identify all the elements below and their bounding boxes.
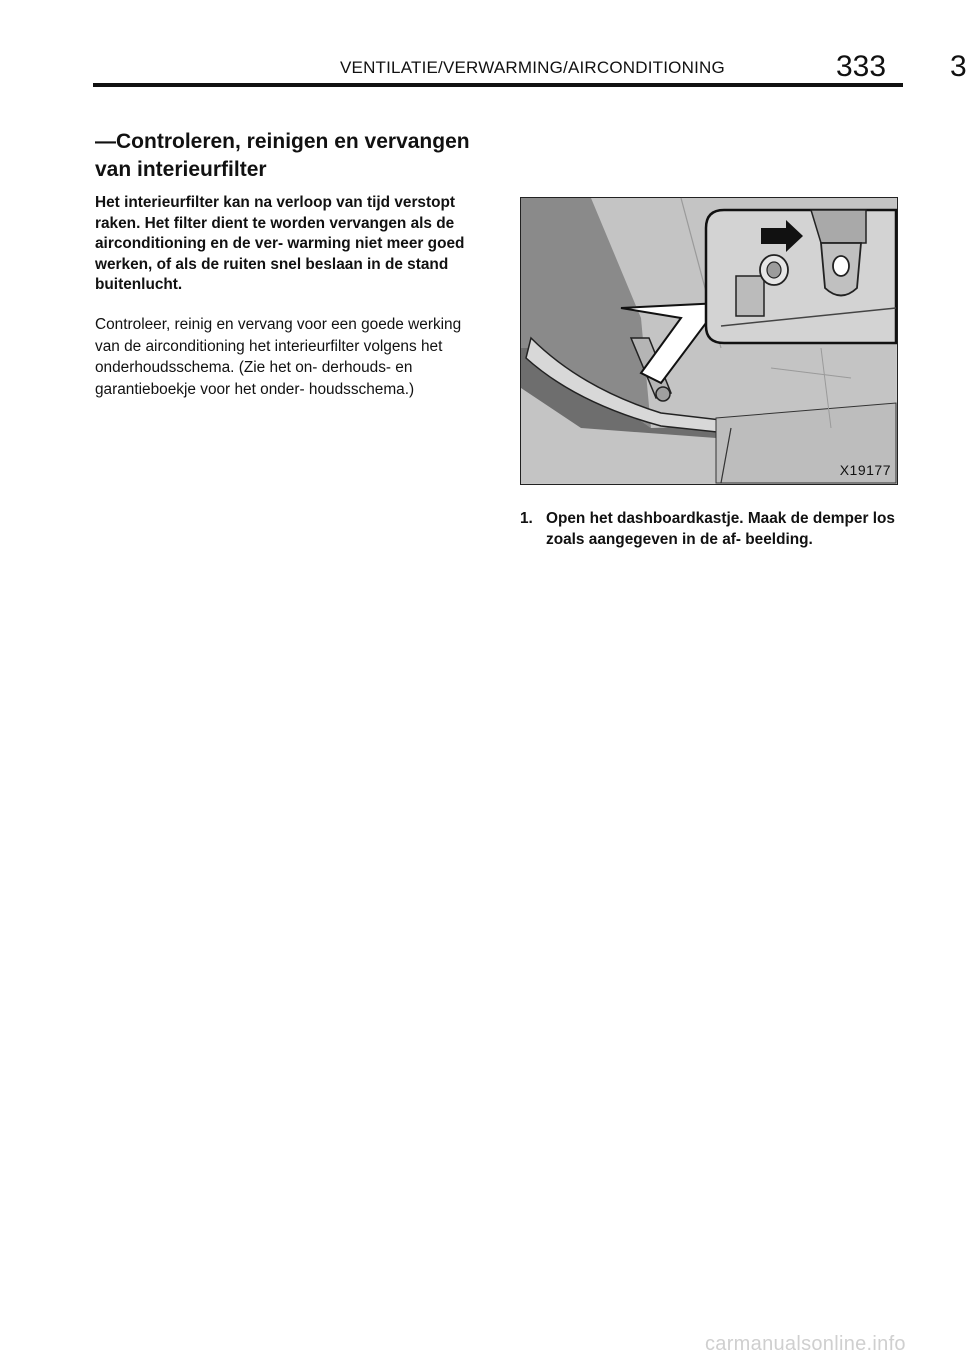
section-title: —Controleren, reinigen en vervangen van interieurfilter [95,130,470,181]
step-text: Open het dashboardkastje. Maak de demper los zoals aangegeven in de af- beelding. [546,510,895,548]
edge-marker: 3 [950,50,967,83]
watermark: carmanualsonline.info [705,1333,906,1355]
body-paragraph: Controleer, reinig en vervang voor een goede werking van de airconditioning het interieurfilter volgens het onderhoudsschema. (Zie het on- derhouds- en garantieboekje voor het onder- houdsschema.) [95,316,462,398]
figure-code: X19177 [839,462,891,478]
illustration-drawing [521,198,896,483]
step-item [520,508,900,550]
header-title: VENTILATIE/VERWARMING/AIRCONDITIONING [340,58,725,77]
glovebox-damper-illustration [520,197,898,485]
step-number: 1. [520,510,533,527]
page-number: 333 [836,50,887,83]
header-rule [93,83,903,87]
intro-paragraph: Het interieurfilter kan na verloop van tijd verstopt raken. Het filter dient te worden vervangen als de airconditioning en de ver- warming niet meer goed werken, of als de ruiten snel beslaan in de stand buitenlucht. [95,194,465,293]
